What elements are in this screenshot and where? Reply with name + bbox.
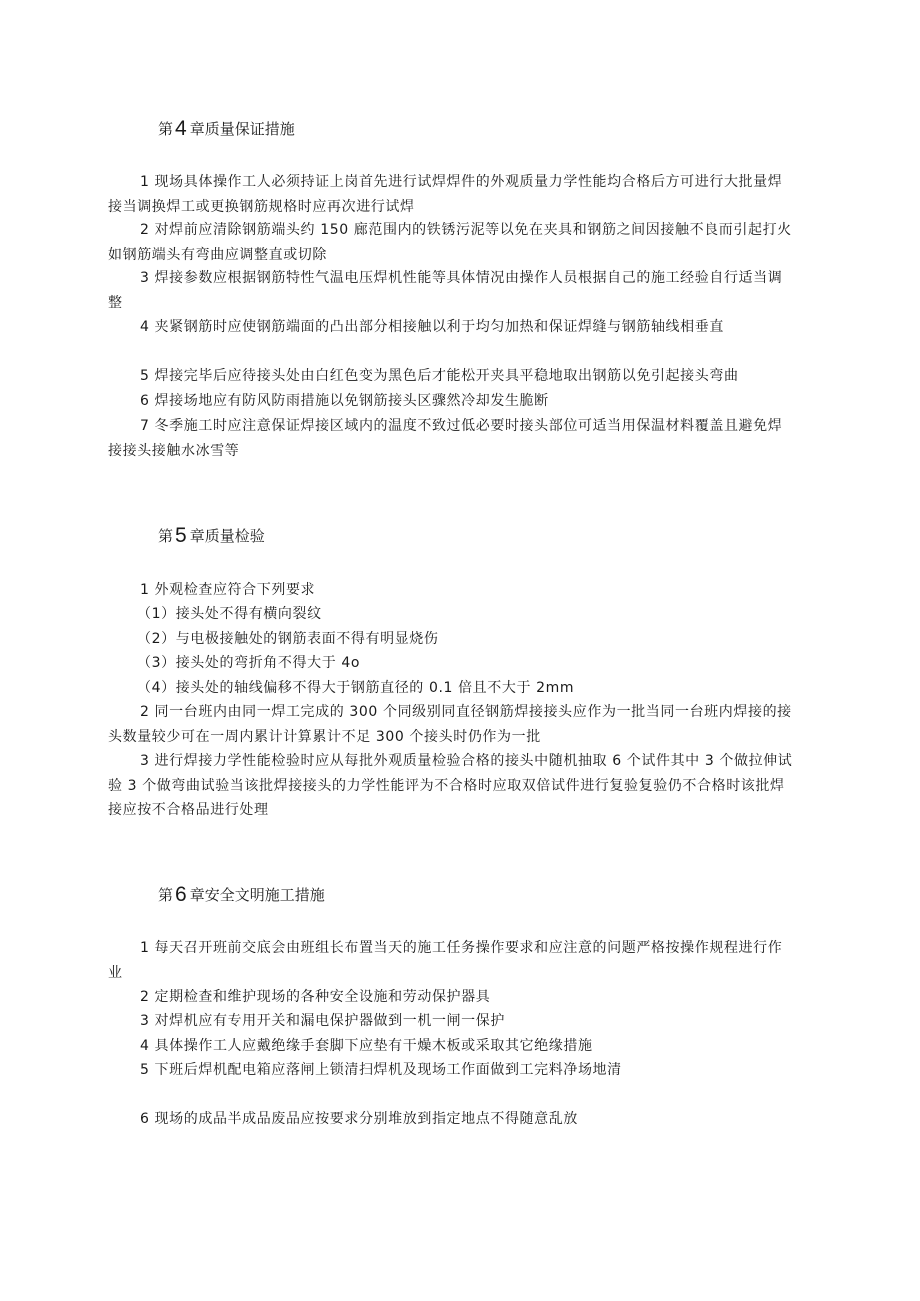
chapter-6-item-3: 3 对焊机应有专用开关和漏电保护器做到一机一闸一保护 — [140, 1013, 505, 1029]
chapter-6-item-1: 1 每天召开班前交底会由班组长布置当天的施工任务操作要求和应注意的问题严格按操作规程进行作业 — [108, 940, 783, 981]
chapter-6-item-5: 5 下班后焊机配电箱应落闸上锁清扫焊机及现场工作面做到工完料净场地清 — [140, 1062, 622, 1078]
chapter-6-prefix: 第 — [158, 886, 174, 904]
chapter-4-item-2: 2 对焊前应清除钢筋端头约 150 廊范围内的铁锈污泥等以免在夹具和钢筋之间因接触不良而引起打火如钢筋端头有弯曲应调整直或切除 — [108, 222, 792, 263]
chapter-5-item-3: 3 进行焊接力学性能检验时应从每批外观质量检验合格的接头中随机抽取 6 个试件其中 3 个做拉伸试验 3 个做弯曲试验当该批焊接接头的力学性能评为不合格时应取双倍试件进行复验复验仍不合格时该批焊接应按不合格品进行处理 — [108, 753, 793, 818]
chapter-4-prefix: 第 — [158, 120, 174, 138]
chapter-5-title: 章质量检验 — [189, 527, 265, 545]
chapter-4-title: 章质量保证措施 — [189, 120, 295, 138]
chapter-4-item-4: 4 夹紧钢筋时应使钢筋端面的凸出部分相接触以利于均匀加热和保证焊缝与钢筋轴线相垂直 — [140, 319, 724, 335]
chapter-5-subitem-4: （4）接头处的轴线偏移不得大于钢筋直径的 0.1 倍且不大于 2mm — [137, 680, 575, 696]
chapter-4-item-5: 5 焊接完毕后应待接头处由白红色变为黑色后才能松开夹具平稳地取出钢筋以免引起接头弯曲 — [140, 368, 739, 384]
chapter-4-heading — [158, 116, 295, 141]
chapter-5-number: 5 — [175, 524, 187, 547]
chapter-6-item-6: 6 现场的成品半成品废品应按要求分别堆放到指定地点不得随意乱放 — [140, 1111, 578, 1127]
chapter-4-number: 4 — [175, 117, 187, 140]
chapter-4-item-7: 7 冬季施工时应注意保证焊接区域内的温度不致过低必要时接头部位可适当用保温材料覆盖且避免焊接接头接触水冰雪等 — [108, 418, 783, 459]
chapter-4-item-1: 1 现场具体操作工人必须持证上岗首先进行试焊焊件的外观质量力学性能均合格后方可进行大批量焊接当调换焊工或更换钢筋规格时应再次进行试焊 — [108, 174, 783, 215]
chapter-5-item-2: 2 同一台班内由同一焊工完成的 300 个同级别同直径钢筋焊接接头应作为一批当同一台班内焊接的接头数量较少可在一周内累计计算累计不足 300 个接头时仍作为一批 — [108, 704, 792, 745]
chapter-5-item-1: 1 外观检查应符合下列要求 — [140, 582, 316, 598]
chapter-6-heading — [158, 882, 325, 907]
chapter-6-number: 6 — [175, 883, 187, 906]
chapter-4-item-6: 6 焊接场地应有防风防雨措施以免钢筋接头区骤然冷却发生脆断 — [140, 393, 549, 409]
chapter-5-prefix: 第 — [158, 527, 174, 545]
chapter-6-title: 章安全文明施工措施 — [189, 886, 325, 904]
chapter-6-item-4: 4 具体操作工人应戴绝缘手套脚下应垫有干燥木板或采取其它绝缘措施 — [140, 1038, 593, 1054]
chapter-5-subitem-2: （2）与电极接触处的钢筋表面不得有明显烧伤 — [137, 631, 439, 647]
chapter-5-heading — [158, 523, 265, 548]
chapter-6-item-2: 2 定期检查和维护现场的各种安全设施和劳动保护器具 — [140, 989, 491, 1005]
chapter-5-subitem-1: （1）接头处不得有横向裂纹 — [137, 606, 322, 622]
chapter-4-item-3: 3 焊接参数应根据钢筋特性气温电压焊机性能等具体情况由操作人员根据自己的施工经验自行适当调整 — [108, 270, 783, 311]
chapter-5-subitem-3: （3）接头处的弯折角不得大于 4o — [137, 655, 361, 671]
